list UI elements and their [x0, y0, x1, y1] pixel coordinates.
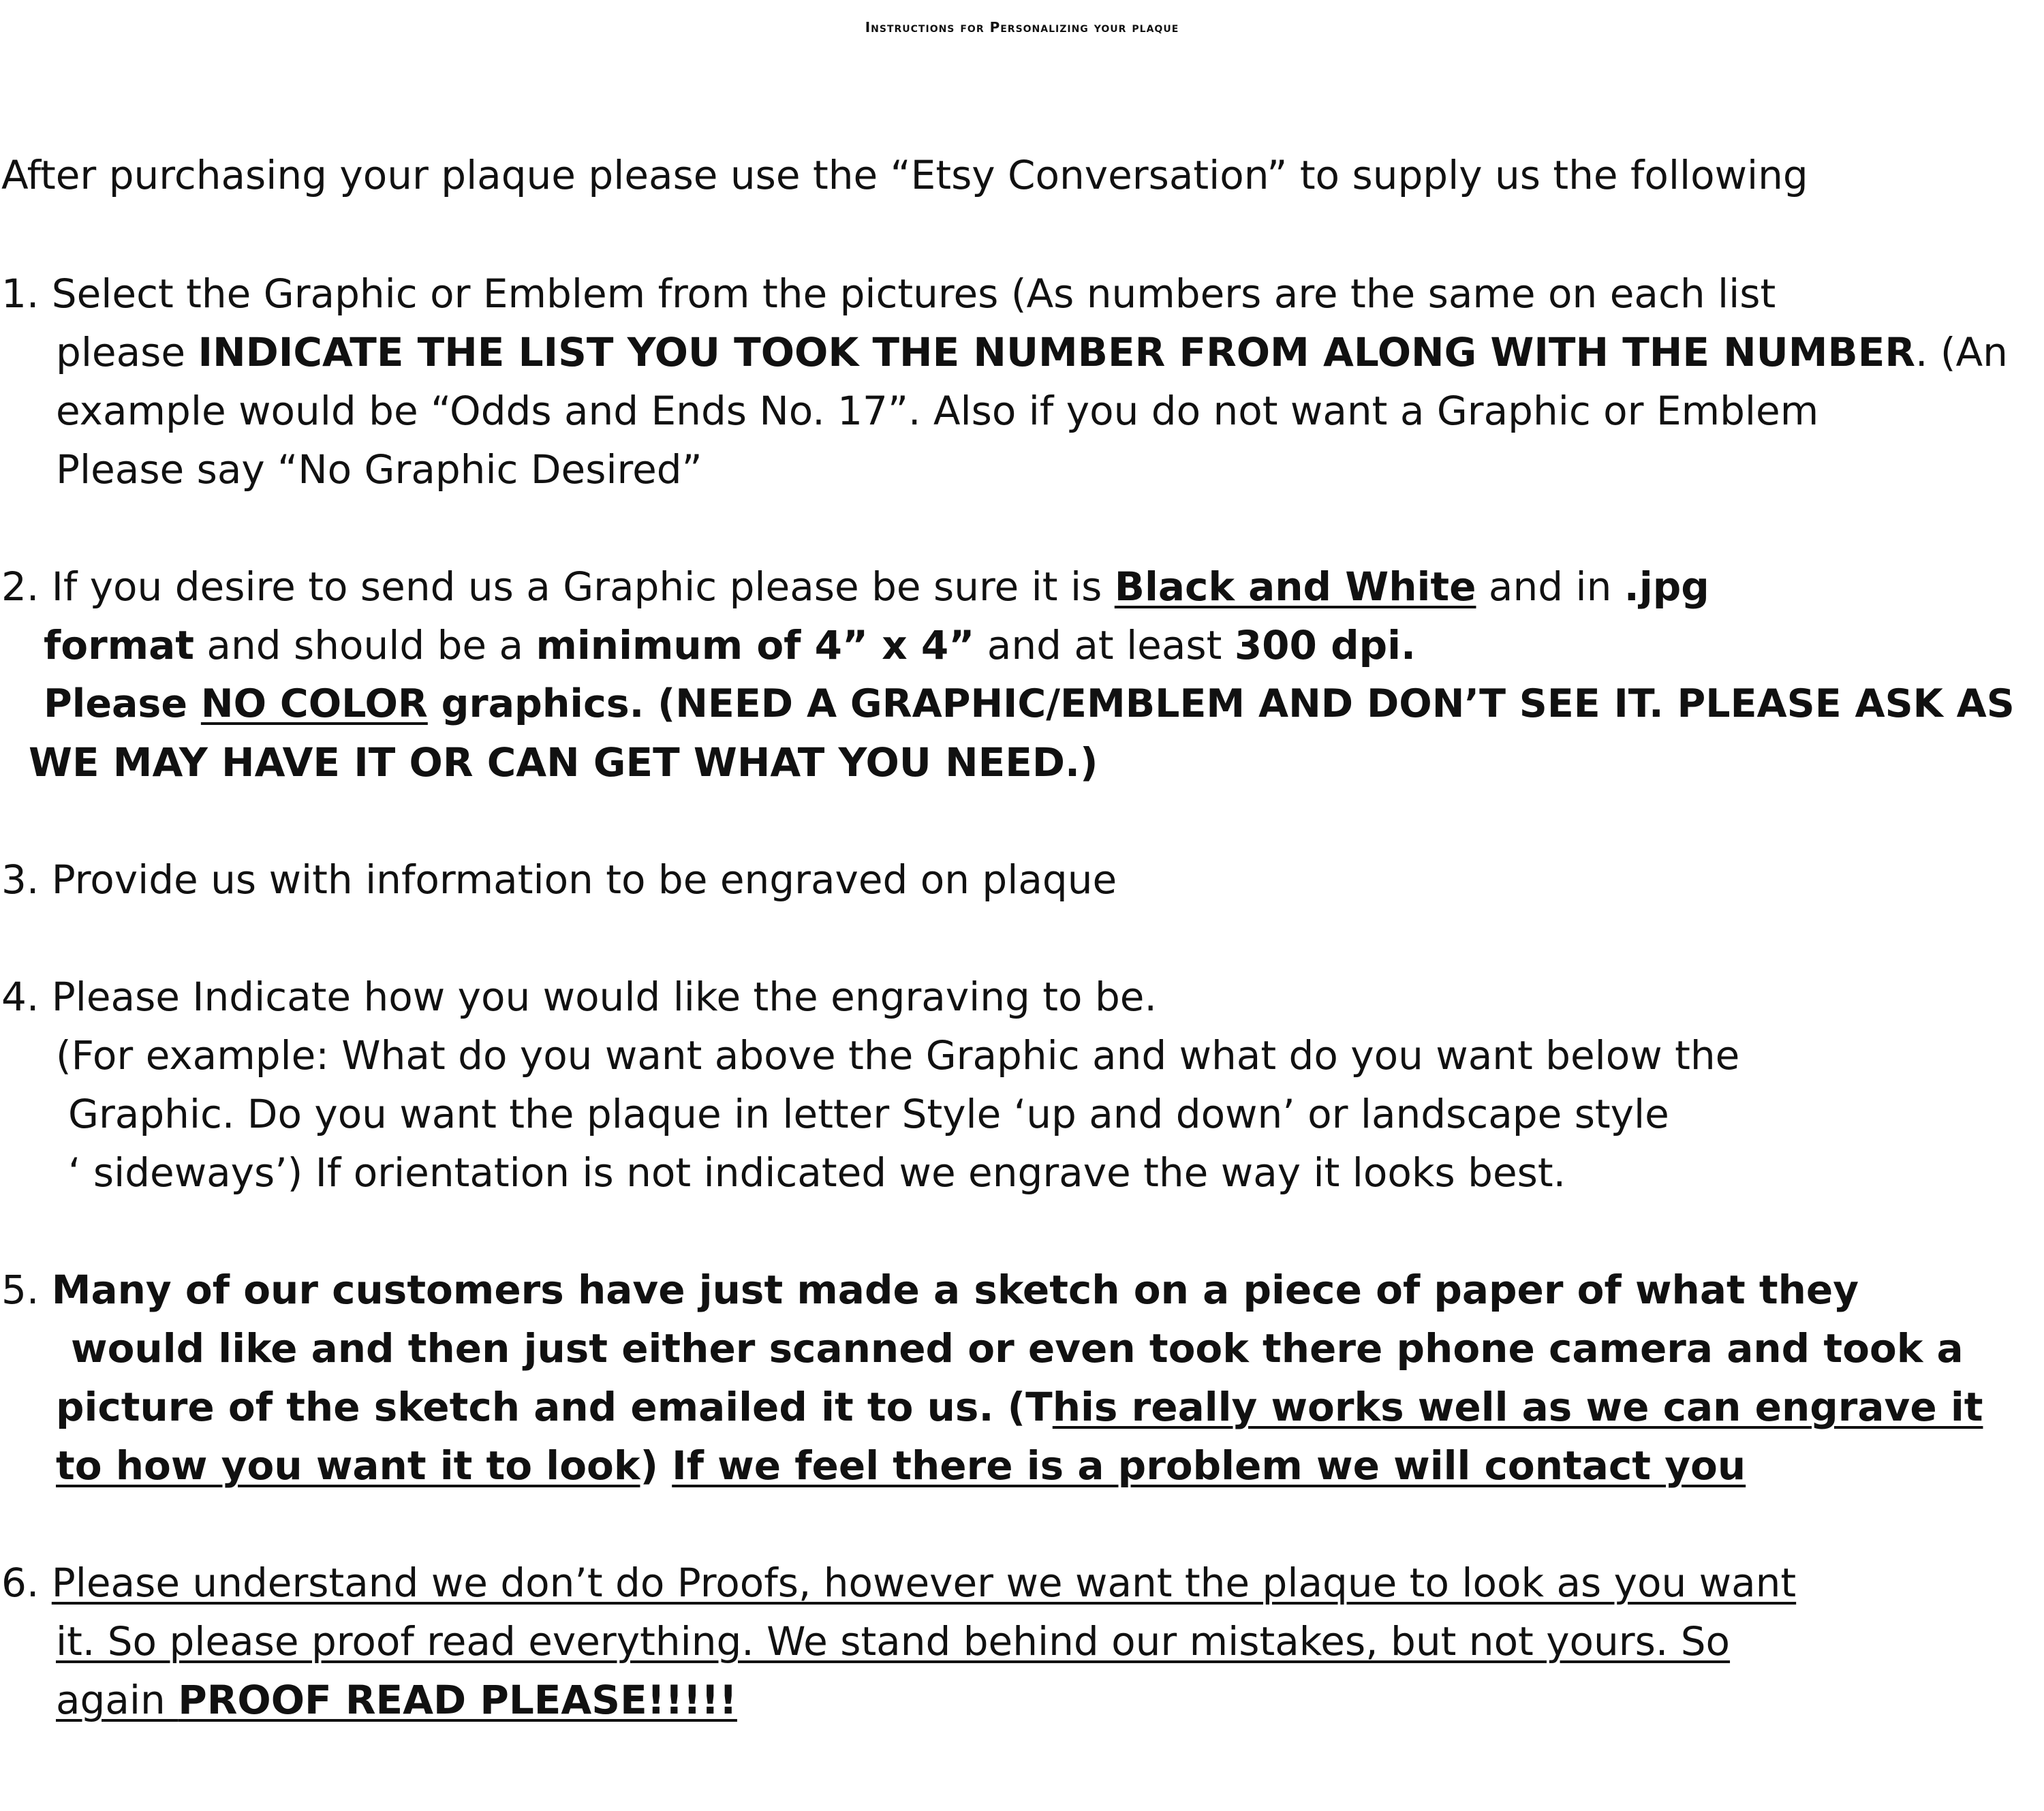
item6-line3-text: again — [56, 1677, 179, 1723]
item2-format: format — [44, 622, 194, 668]
intro-text: After purchasing your plaque please use the “Etsy Conversation” to supply us the following — [1, 152, 1808, 198]
item2-jpg: .jpg — [1624, 563, 1709, 610]
item5-line3 — [56, 1383, 1983, 1431]
item4-line4: ‘ sideways’) If orientation is not indicated we engrave the way it looks best. — [68, 1149, 1566, 1196]
item4-line3: Graphic. Do you want the plaque in letter Style ‘up and down’ or landscape style — [68, 1091, 1669, 1137]
item4-line2: (For example: What do you want above the Graphic and what do you want below the — [56, 1032, 1740, 1079]
item1-line1: 1. Select the Graphic or Emblem from the pictures (As numbers are the same on each list — [1, 270, 1776, 317]
item2-line1 — [1, 563, 1709, 610]
item2-line3 — [44, 680, 2015, 728]
page-title: Instructions for Personalizing your plaque — [865, 19, 1179, 35]
item5-separator: ) — [640, 1442, 672, 1489]
item1-line2-end: . (An — [1915, 329, 2008, 375]
item6-line2: it. So please proof read everything. We stand behind our mistakes, but not yours. So — [56, 1618, 1731, 1665]
item6-line1-text: Please understand we don’t do Proofs, however we want the plaque to look as you want — [51, 1560, 1797, 1606]
item2-line2 — [44, 621, 1416, 669]
item5-contact-you: If we feel there is a problem we will contact you — [672, 1442, 1746, 1489]
item6-line3 — [56, 1676, 737, 1724]
item2-line1-text: 2. If you desire to send us a Graphic please be sure it is — [1, 563, 1115, 610]
item2-black-and-white: Black and White — [1114, 563, 1476, 610]
item2-no-color: NO COLOR — [200, 681, 428, 726]
item5-line2: would like and then just either scanned or even took there phone camera and took a — [71, 1325, 1964, 1372]
item1-line2 — [56, 328, 2008, 376]
item5-line1-text: Many of our customers have just made a sketch on a piece of paper of what they — [51, 1267, 1859, 1313]
item6-line1 — [1, 1559, 1796, 1607]
item4-line1: 4. Please Indicate how you would like the engraving to be. — [1, 974, 1157, 1020]
item1-line3: example would be “Odds and Ends No. 17”. Also if you do not want a Graphic or Emblem — [56, 388, 1819, 434]
item2-line2-mid: and at least — [974, 622, 1235, 668]
item2-line3-text: Please — [44, 681, 201, 726]
item1-emphasis: INDICATE THE LIST YOU TOOK THE NUMBER FROM ALONG WITH THE NUMBER — [198, 329, 1915, 375]
item1-line2-text: please — [56, 329, 198, 375]
item5-works-well: his really works well as we can engrave it — [1052, 1384, 1983, 1430]
item5-line3-text: picture of the sketch and emailed it to us. (T — [56, 1384, 1053, 1430]
item6-number: 6. — [1, 1560, 52, 1606]
item3-line1: 3. Provide us with information to be engraved on plaque — [1, 856, 1117, 903]
item5-how-you-want: to how you want it to look — [56, 1442, 640, 1489]
item2-line2-text: and should be a — [193, 622, 536, 668]
item5-line1 — [1, 1266, 1859, 1314]
item6-proof-read: PROOF READ PLEASE!!!!! — [178, 1677, 737, 1723]
item1-line4: Please say “No Graphic Desired” — [56, 446, 702, 493]
item2-dpi: 300 dpi. — [1234, 622, 1416, 668]
item5-line4 — [56, 1442, 1746, 1489]
item2-minimum-size: minimum of 4” x 4” — [536, 622, 975, 668]
item2-line1-mid: and in — [1476, 563, 1624, 610]
item2-line3-end: graphics. (NEED A GRAPHIC/EMBLEM AND DON’T SEE IT. PLEASE ASK AS — [427, 681, 2015, 726]
item5-number: 5. — [1, 1267, 52, 1313]
item2-line4: WE MAY HAVE IT OR CAN GET WHAT YOU NEED.) — [29, 739, 1098, 786]
